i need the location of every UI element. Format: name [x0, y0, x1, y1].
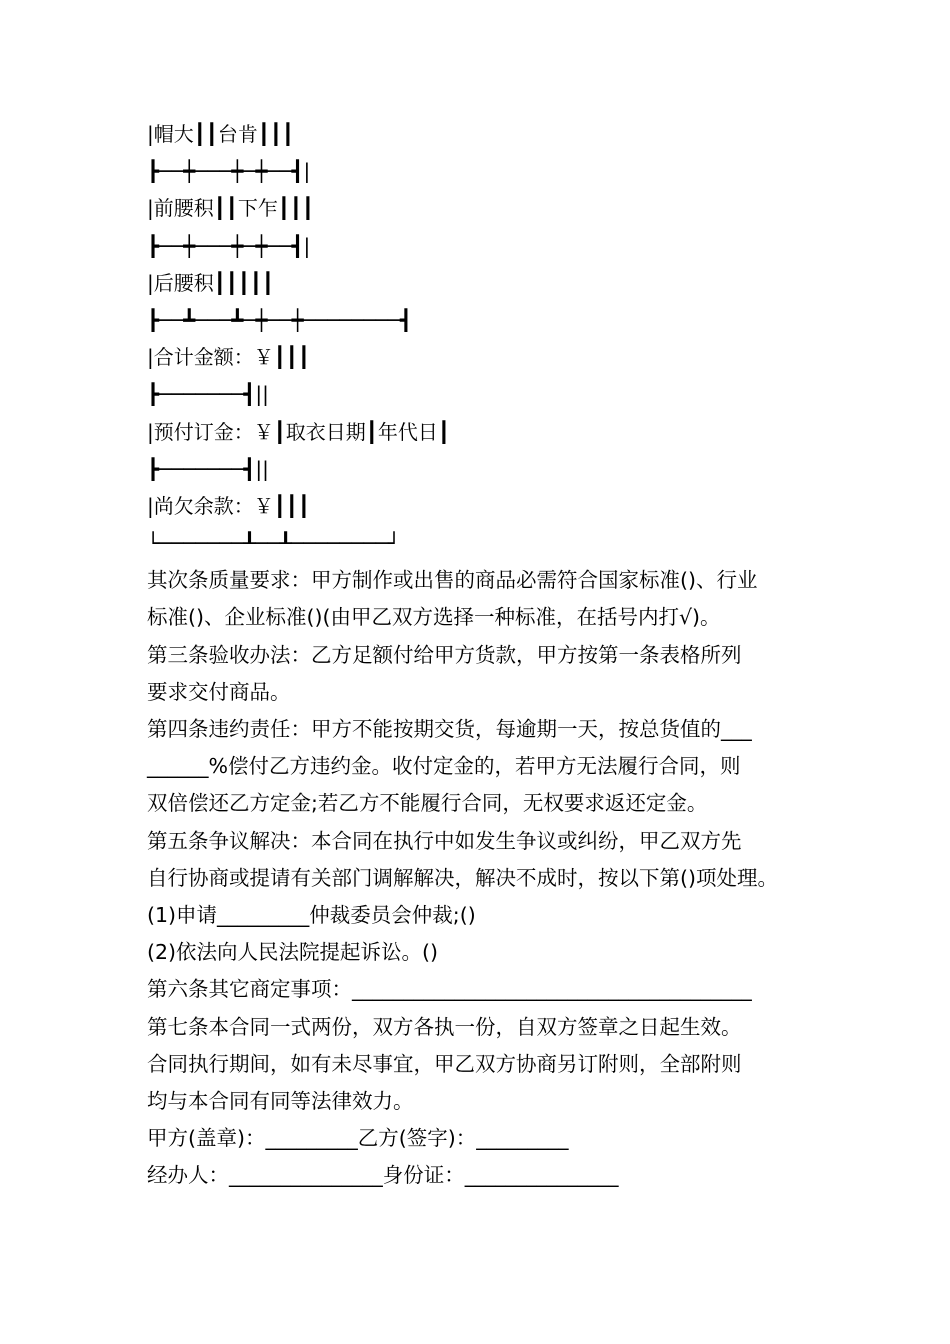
table-divider: ┣───────┫|| — [147, 382, 269, 407]
dispute-option-arbitration: (1)申请_________仲裁委员会仲裁;() — [147, 902, 476, 927]
clause-acceptance: 第三条验收办法：乙方足额付给甲方货款，甲方按第一条表格所列 — [147, 642, 742, 667]
clause-effect-cont: 合同执行期间，如有未尽事宜，甲乙双方协商另订附则，全部附则 — [147, 1051, 742, 1076]
clause-effect: 第七条本合同一式两份，双方各执一份，自双方签章之日起生效。 — [147, 1014, 742, 1039]
signature-parties: 甲方(盖章)：_________乙方(签字)：_________ — [147, 1126, 569, 1151]
clause-dispute: 第五条争议解决：本合同在执行中如发生争议或纠纷，甲乙双方先 — [147, 828, 742, 853]
clause-effect-cont: 均与本合同有同等法律效力。 — [147, 1088, 414, 1113]
table-divider: ┣──┿───┿─┿──┫| — [147, 159, 311, 184]
table-divider: ┣──┿───┿─┿──┫| — [147, 233, 311, 258]
document-body — [147, 116, 827, 1194]
table-bottom-border: └───────┸──┸────────┘ — [147, 531, 400, 556]
table-divider: ┣──┻───┻─┿──┿────────┫ — [147, 307, 412, 332]
clause-other-matters: 第六条其它商定事项：_______________________________________ — [147, 977, 752, 1002]
clause-dispute-cont: 自行协商或提请有关部门调解解决，解决不成时，按以下第()项处理。 — [147, 865, 778, 890]
signature-handler-id: 经办人：_______________身份证：_______________ — [147, 1163, 619, 1188]
table-row-balance: |尚欠余款：￥┃┃┃ — [147, 493, 310, 518]
clause-acceptance-cont: 要求交付商品。 — [147, 679, 291, 704]
table-row-back-waist: |后腰积┃┃┃┃┃ — [147, 270, 274, 295]
clause-quality-cont: 标准()、企业标准()(由甲乙双方选择一种标准，在括号内打√)。 — [147, 605, 721, 630]
table-row-total-amount: |合计金额：￥┃┃┃ — [147, 345, 310, 370]
clause-breach-cont: 双倍偿还乙方定金;若乙方不能履行合同，无权要求返还定金。 — [147, 791, 708, 816]
clause-quality: 其次条质量要求：甲方制作或出售的商品必需符合国家标准()、行业 — [147, 568, 758, 593]
table-row-deposit: |预付订金：￥┃取衣日期┃年代日┃ — [147, 419, 450, 444]
clause-breach: 第四条违约责任：甲方不能按期交货，每逾期一天，按总货值的___ — [147, 717, 752, 741]
table-row-front-waist: |前腰积┃┃下乍┃┃┃ — [147, 196, 314, 221]
table-row-hat: |帽大┃┃台肯┃┃┃ — [147, 122, 294, 146]
clause-breach-cont: ______%偿付乙方违约金。收付定金的，若甲方无法履行合同，则 — [147, 754, 741, 779]
table-divider: ┣───────┫|| — [147, 456, 269, 481]
dispute-option-litigation: (2)依法向人民法院提起诉讼。() — [147, 940, 439, 965]
